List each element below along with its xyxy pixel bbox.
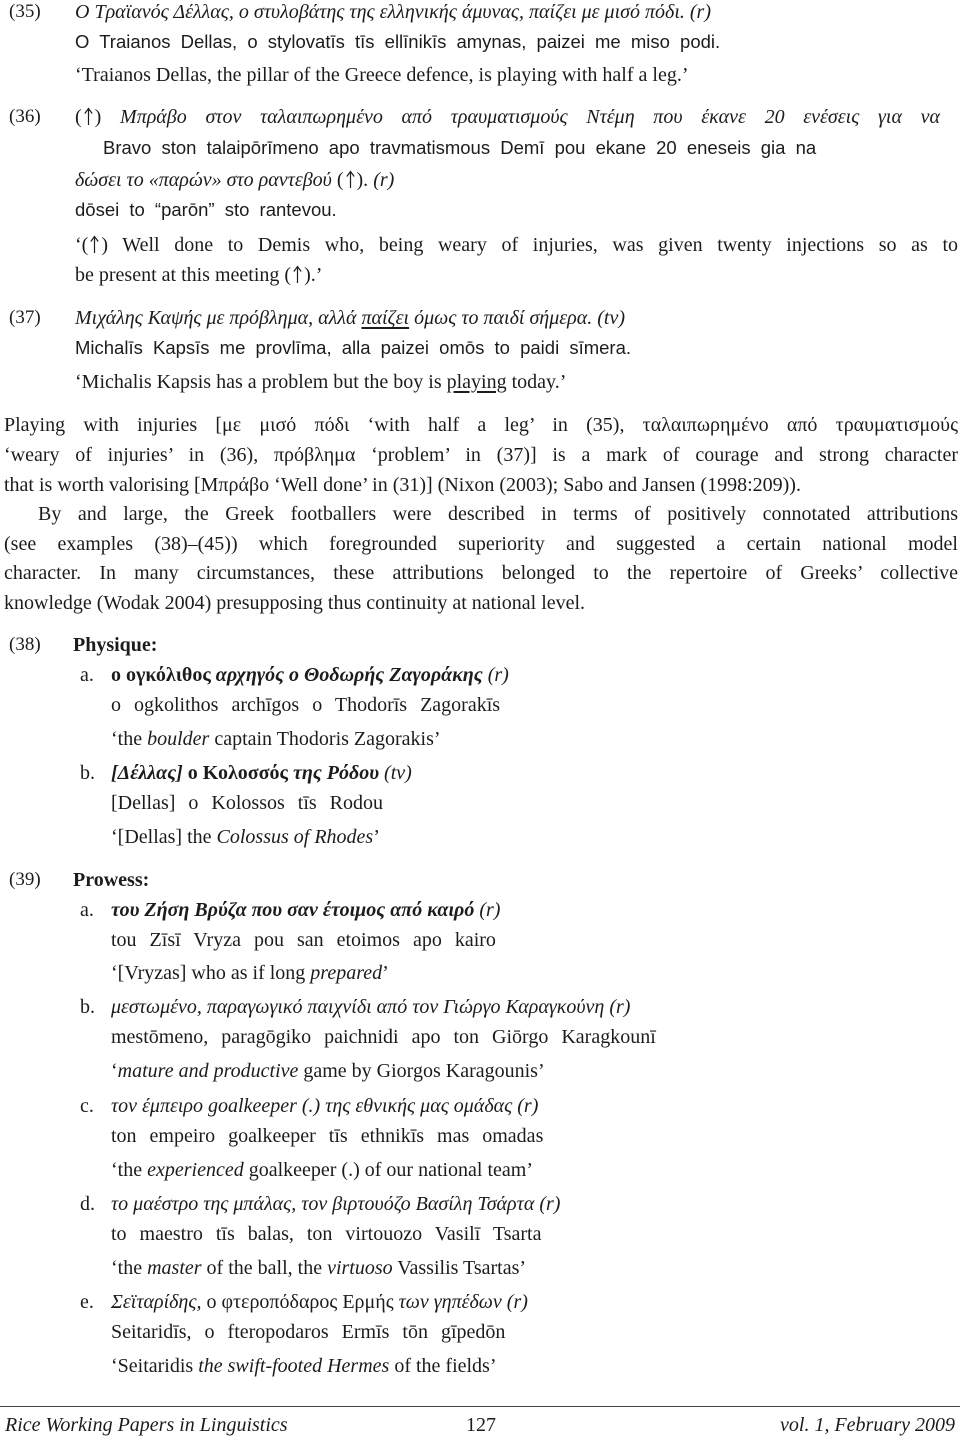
ex36-gloss-2: dōsei to “parōn” sto rantevou. bbox=[75, 199, 337, 220]
ex38-a-tag: (r) bbox=[487, 664, 509, 686]
ex39-e-translation-a: ‘Seitaridis bbox=[111, 1355, 194, 1377]
ex36-gloss-1: Bravo ston talaipōrīmeno apo travmatismous Demī pou ekane 20 eneseis gia na bbox=[103, 137, 817, 158]
ex35-source-tag: (r) bbox=[689, 1, 711, 23]
ex39-e-source-1: Σεϊταρίδης, bbox=[111, 1291, 202, 1313]
paragraph-2-line: (see examples (38)–(45)) which foregrounded superiority and suggested a certain national model bbox=[4, 533, 958, 555]
ex35-translation: ‘Traianos Dellas, the pillar of the Greece defence, is playing with half a leg.’ bbox=[75, 64, 689, 86]
ex39-b-gloss: mestōmeno, paragōgiko paichnidi apo ton Giōrgo Karagkounī bbox=[111, 1026, 656, 1048]
ex38-a-source-bold: ο ογκόλιθος bbox=[111, 664, 211, 686]
footer-page-number: 127 bbox=[466, 1414, 496, 1436]
ex38-b-source-3: της Ρόδου bbox=[293, 762, 380, 784]
arrow-up-icon bbox=[89, 235, 100, 254]
ex38-b-translation-b: ’ bbox=[373, 826, 380, 848]
paragraph-1-line: ‘weary of injuries’ in (36), πρόβλημα ‘problem’ in (37)] is a mark of courage and strong character bbox=[4, 444, 958, 466]
arrow-up-icon bbox=[345, 170, 356, 189]
open-paren: ( bbox=[336, 169, 344, 191]
close-paren: ) bbox=[101, 234, 108, 256]
example-number-38: (38) bbox=[9, 634, 41, 655]
ex39-e-source-line bbox=[111, 1290, 528, 1314]
ex39-a-translation-line bbox=[111, 961, 389, 985]
ex39-c-tag: (r) bbox=[517, 1095, 539, 1117]
ex39-c-translation-b: goalkeeper (.) of our national team’ bbox=[248, 1159, 534, 1181]
paragraph-2-line: By and large, the Greek footballers were described in terms of positively connotated attributions bbox=[38, 503, 958, 525]
ex38-b-translation-line bbox=[111, 825, 380, 849]
ex38-a-translation-line bbox=[111, 727, 441, 751]
ex37-source-line bbox=[75, 306, 625, 330]
ex39-d-source-line bbox=[111, 1192, 560, 1216]
ex39-a-source-line bbox=[111, 898, 500, 922]
example-number-35: (35) bbox=[9, 1, 41, 22]
ex37-gloss: Michalīs Kapsīs me provlīma, alla paizei omōs to paidi sīmera. bbox=[75, 337, 632, 358]
ex39-a-translation-b: ’ bbox=[382, 962, 389, 984]
ex39-b-label: b. bbox=[80, 996, 95, 1018]
ex38-b-source-1: [Δέλλας] bbox=[111, 762, 183, 784]
ex39-a-translation-em: prepared bbox=[310, 962, 383, 984]
ex37-source-b: όμως το παιδί σήμερα. bbox=[414, 307, 593, 329]
ex39-e-tag: (r) bbox=[506, 1291, 528, 1313]
ex38-a-gloss: o ogkolithos archīgos o Thodorīs Zagorakīs bbox=[111, 694, 501, 716]
paragraph-1-line: that is worth valorising [Μπράβο ‘Well done’ in (31)] (Nixon (2003); Sabo and Jansen (1998:209)). bbox=[4, 474, 801, 496]
ex39-c-label: c. bbox=[80, 1095, 94, 1117]
ex35-gloss: O Traianos Dellas, o stylovatīs tīs ellīnikīs amynas, paizei me miso podi. bbox=[75, 31, 721, 52]
ex36-translation-1: Well done to Demis who, being weary of injuries, was given twenty injections so as to bbox=[122, 234, 958, 256]
ex38-a-source-bold-italic: αρχηγός ο Θοδωρής Ζαγοράκης bbox=[215, 664, 483, 686]
example-number-36: (36) bbox=[9, 106, 41, 127]
ex36-source-tag: (r) bbox=[373, 169, 395, 191]
ex36-source-1: Μπράβο στον ταλαιπωρημένο από τραυματισμούς Ντέμη που έκανε 20 ενέσεις για να bbox=[120, 106, 941, 128]
ex39-b-tag: (r) bbox=[609, 996, 631, 1018]
ex39-d-label: d. bbox=[80, 1193, 95, 1215]
ex39-e-source-2: ο φτεροπόδαρος Ερμής bbox=[206, 1291, 394, 1313]
ex36-source-line-2 bbox=[75, 168, 394, 192]
ex39-d-tag: (r) bbox=[539, 1193, 561, 1215]
footer-journal-title: Rice Working Papers in Linguistics bbox=[5, 1414, 288, 1436]
ex39-a-tag: (r) bbox=[479, 899, 501, 921]
arrow-up-icon bbox=[83, 107, 94, 126]
ex39-e-label: e. bbox=[80, 1291, 94, 1313]
arrow-up-icon bbox=[292, 265, 303, 284]
ex38-b-gloss: [Dellas] o Kolossos tīs Rodou bbox=[111, 792, 383, 814]
ex39-e-gloss: Seitaridīs, o fteropodaros Ermīs tōn gīpedōn bbox=[111, 1321, 506, 1343]
ex39-d-source: το μαέστρο της μπάλας, τον βιρτουόζο Βασίλη Τσάρτα bbox=[111, 1193, 535, 1215]
paragraph-2-line: knowledge (Wodak 2004) presupposing thus continuity at national level. bbox=[4, 592, 586, 614]
example-number-37: (37) bbox=[9, 307, 41, 328]
ex39-a-source: του Ζήση Βρύζα που σαν έτοιμος από καιρό bbox=[111, 899, 475, 921]
ex39-b-source-line bbox=[111, 995, 630, 1019]
open-paren: ( bbox=[75, 106, 82, 128]
ex39-d-gloss: to maestro tīs balas, ton virtouozo Vasilī Tsarta bbox=[111, 1223, 542, 1245]
close-paren: ) bbox=[94, 106, 102, 128]
ex39-heading: Prowess: bbox=[73, 869, 150, 891]
ex38-a-translation-b: captain Thodoris Zagorakis’ bbox=[214, 728, 441, 750]
ex38-b-translation-em: Colossus of Rhodes bbox=[216, 826, 374, 848]
ex36-source-2: δώσει το «παρών» στο ραντεβού bbox=[75, 169, 332, 191]
ex36-translation-line-1 bbox=[75, 233, 958, 257]
ex39-c-gloss: ton empeiro goalkeeper tīs ethnikīs mas omadas bbox=[111, 1125, 544, 1147]
ex39-b-translation-b: game by Giorgos Karagounis’ bbox=[303, 1060, 545, 1082]
ex39-c-translation-em: experienced bbox=[147, 1159, 244, 1181]
ex39-e-translation-em: the swift-footed Hermes bbox=[198, 1355, 390, 1377]
ex36-translation-open: ‘( bbox=[75, 234, 89, 256]
ex39-d-translation-em-2: virtuoso bbox=[327, 1257, 393, 1279]
ex37-translation-b: today.’ bbox=[511, 371, 567, 393]
ex39-a-label: a. bbox=[80, 899, 94, 921]
ex39-b-translation-em: mature and productive bbox=[117, 1060, 299, 1082]
ex38-b-label: b. bbox=[80, 762, 95, 784]
footer-volume: vol. 1, February 2009 bbox=[780, 1414, 955, 1436]
ex39-e-translation-line bbox=[111, 1354, 497, 1378]
ex39-a-gloss: tou Zīsī Vryza pou san etoimos apo kairo bbox=[111, 929, 496, 951]
ex39-c-translation-a: ‘the bbox=[111, 1159, 143, 1181]
ex35-source: Ο Τραϊανός Δέλλας, ο στυλοβάτης της ελληνικής άμυνας, παίζει με μισό πόδι. bbox=[75, 1, 685, 23]
ex39-d-translation-a: ‘the bbox=[111, 1257, 143, 1279]
ex36-translation-close: ).’ bbox=[304, 264, 323, 286]
ex39-d-translation-line bbox=[111, 1256, 526, 1280]
ex39-d-translation-b: of the ball, the bbox=[206, 1257, 323, 1279]
ex38-a-label: a. bbox=[80, 664, 94, 686]
ex37-translation-a: ‘Michalis Kapsis has a problem but the boy is bbox=[75, 371, 442, 393]
ex38-b-source-2: ο Κολοσσός bbox=[187, 762, 288, 784]
ex38-a-translation-a: ‘the bbox=[111, 728, 143, 750]
ex35-source-line bbox=[75, 0, 711, 24]
close-paren-period: ). bbox=[356, 169, 369, 191]
ex39-b-translation-line bbox=[111, 1059, 545, 1083]
ex38-a-source-line bbox=[111, 663, 509, 687]
ex37-source-a: Μιχάλης Καψής με πρόβλημα, αλλά bbox=[75, 307, 357, 329]
footer-rule bbox=[0, 1406, 960, 1407]
ex39-d-translation-em-1: master bbox=[147, 1257, 202, 1279]
paragraph-2-line: character. In many circumstances, these attributions belonged to the repertoire of Greeks’ collective bbox=[4, 562, 958, 584]
ex39-e-source-3: των γηπέδων bbox=[398, 1291, 502, 1313]
ex39-c-source-line bbox=[111, 1094, 538, 1118]
ex39-c-translation-line bbox=[111, 1158, 533, 1182]
ex36-source-line-1 bbox=[75, 105, 940, 129]
ex37-translation-line bbox=[75, 370, 566, 394]
ex39-b-translation-a: ‘ bbox=[111, 1060, 118, 1082]
ex37-source-tag: (tv) bbox=[597, 307, 626, 329]
ex39-c-source: τον έμπειρο goalkeeper (.) της εθνικής μας ομάδας bbox=[111, 1095, 513, 1117]
ex38-b-tag: (tv) bbox=[384, 762, 412, 784]
ex36-translation-line-2 bbox=[75, 263, 322, 287]
ex38-heading: Physique: bbox=[73, 634, 158, 656]
ex39-b-source: μεστωμένο, παραγωγικό παιχνίδι από τον Γιώργο Καραγκούνη bbox=[111, 996, 605, 1018]
example-number-39: (39) bbox=[9, 869, 41, 890]
ex39-d-translation-c: Vassilis Tsartas’ bbox=[397, 1257, 527, 1279]
ex38-a-translation-em: boulder bbox=[147, 728, 210, 750]
ex37-translation-underlined: playing bbox=[446, 371, 507, 393]
ex38-b-translation-a: ‘[Dellas] the bbox=[111, 826, 212, 848]
ex38-b-source-line bbox=[111, 761, 412, 785]
open-paren: ( bbox=[284, 264, 292, 286]
ex36-translation-2: be present at this meeting bbox=[75, 264, 280, 286]
paragraph-1-line: Playing with injuries [με μισό πόδι ‘with half a leg’ in (35), ταλαιπωρημένο από τραυματισμούς bbox=[4, 414, 958, 436]
ex39-a-translation-a: ‘[Vryzas] who as if long bbox=[111, 962, 306, 984]
ex39-e-translation-b: of the fields’ bbox=[394, 1355, 497, 1377]
ex37-source-underlined: παίζει bbox=[361, 307, 410, 329]
